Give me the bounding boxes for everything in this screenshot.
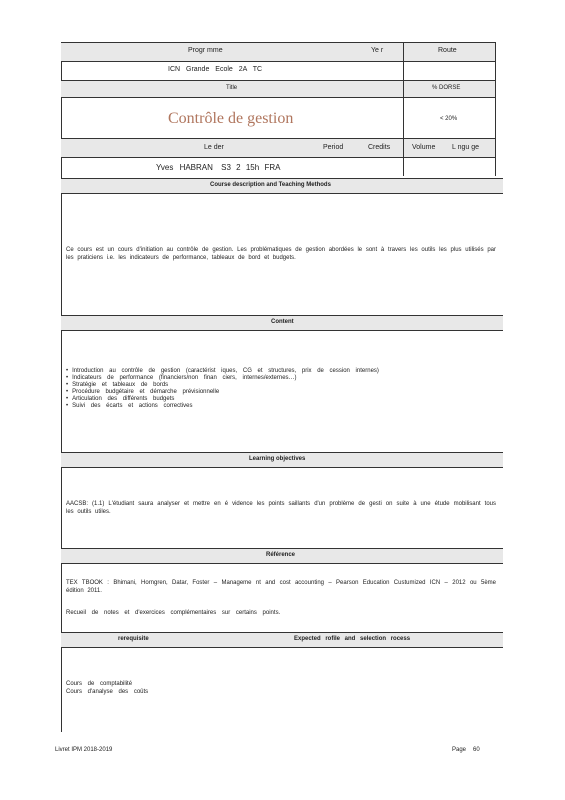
- footer-page-number: 60: [473, 747, 480, 753]
- leader-label: Le der: [204, 144, 224, 151]
- course-description-text: Ce cours est un cours d'initiation au contrôle de gestion. Les problématiques de gestion abordées le sont à travers les outils les plus utilisés par les praticiens i.e. les indicateurs de performance, tableaux de bord et budgets.: [66, 247, 496, 261]
- language-label: L ngu ge: [452, 144, 479, 151]
- course-title: Contrôle de gestion: [168, 110, 294, 127]
- course-description-heading: Course description and Teaching Methods: [210, 182, 331, 188]
- prerequisite-line-1: Cours de comptabilité: [66, 681, 133, 687]
- credits-value: 2: [236, 163, 241, 172]
- prerequisite-heading: rerequisite: [118, 636, 149, 642]
- content-list: [66, 368, 496, 410]
- volume-label: Volume: [412, 144, 436, 151]
- list-item: • Procédure budgétaire et démarche prévisionnelle: [66, 389, 496, 396]
- content-heading: Content: [271, 319, 294, 325]
- right-border: [495, 42, 496, 176]
- footer-page-label: Page: [452, 747, 467, 753]
- reference-text-2: Recueil de notes et d'exercices complémentaires sur certains points.: [66, 610, 281, 616]
- title-header-row: [61, 80, 495, 98]
- credits-label: Credits: [368, 144, 391, 151]
- dorse-value: < 20%: [440, 116, 458, 122]
- volume-value: 15h: [245, 163, 260, 172]
- leader-value: Yves HABRAN: [156, 163, 213, 172]
- program-label: Progr mme: [188, 47, 223, 54]
- period-value: S3: [221, 163, 231, 172]
- title-label: Title: [226, 85, 238, 91]
- learning-objectives-text: AACSB: (1.1) L'étudiant saura analyser et mettre en é vidence les points saillants d'un problème de gesti on suite à une étude mobilisant tous les outils utiles.: [66, 501, 496, 515]
- year-label: Ye r: [371, 47, 384, 54]
- route-label: Route: [438, 47, 457, 54]
- prerequisite-line-2: Cours d'analyse des coûts: [66, 689, 149, 695]
- list-item: • Articulation des différents budgets: [66, 396, 496, 403]
- program-header-row: [61, 42, 495, 62]
- reference-text-1: TEX TBOOK : Bhimani, Horngren, Datar, Foster – Manageme nt and cost accounting – Pearson Education Custumized ICN – 2012 ou 5ème édition 2011.: [66, 580, 496, 594]
- language-value: FRA: [264, 163, 281, 172]
- list-item: • Suivi des écarts et actions correctives: [66, 403, 496, 410]
- footer-booklet: Livret IPM 2018-2019: [55, 747, 113, 753]
- expected-profile-heading: Expected rofile and selection rocess: [294, 636, 411, 642]
- period-label: Period: [323, 144, 344, 151]
- list-item: • Indicateurs de performance (financiers/non finan ciers, internes/externes…): [66, 375, 496, 382]
- learning-objectives-heading: Learning objectives: [249, 456, 306, 462]
- dorse-label: % DORSE: [432, 85, 461, 91]
- leader-values: [156, 163, 280, 172]
- program-value: ICN Grande Ecole 2A TC: [168, 66, 263, 73]
- reference-heading: Référence: [266, 552, 296, 558]
- list-item: • Stratégie et tableaux de bords: [66, 382, 496, 389]
- list-item: • Introduction au contrôle de gestion (caractérist iques, CG et structures, prix de cession internes): [66, 368, 496, 375]
